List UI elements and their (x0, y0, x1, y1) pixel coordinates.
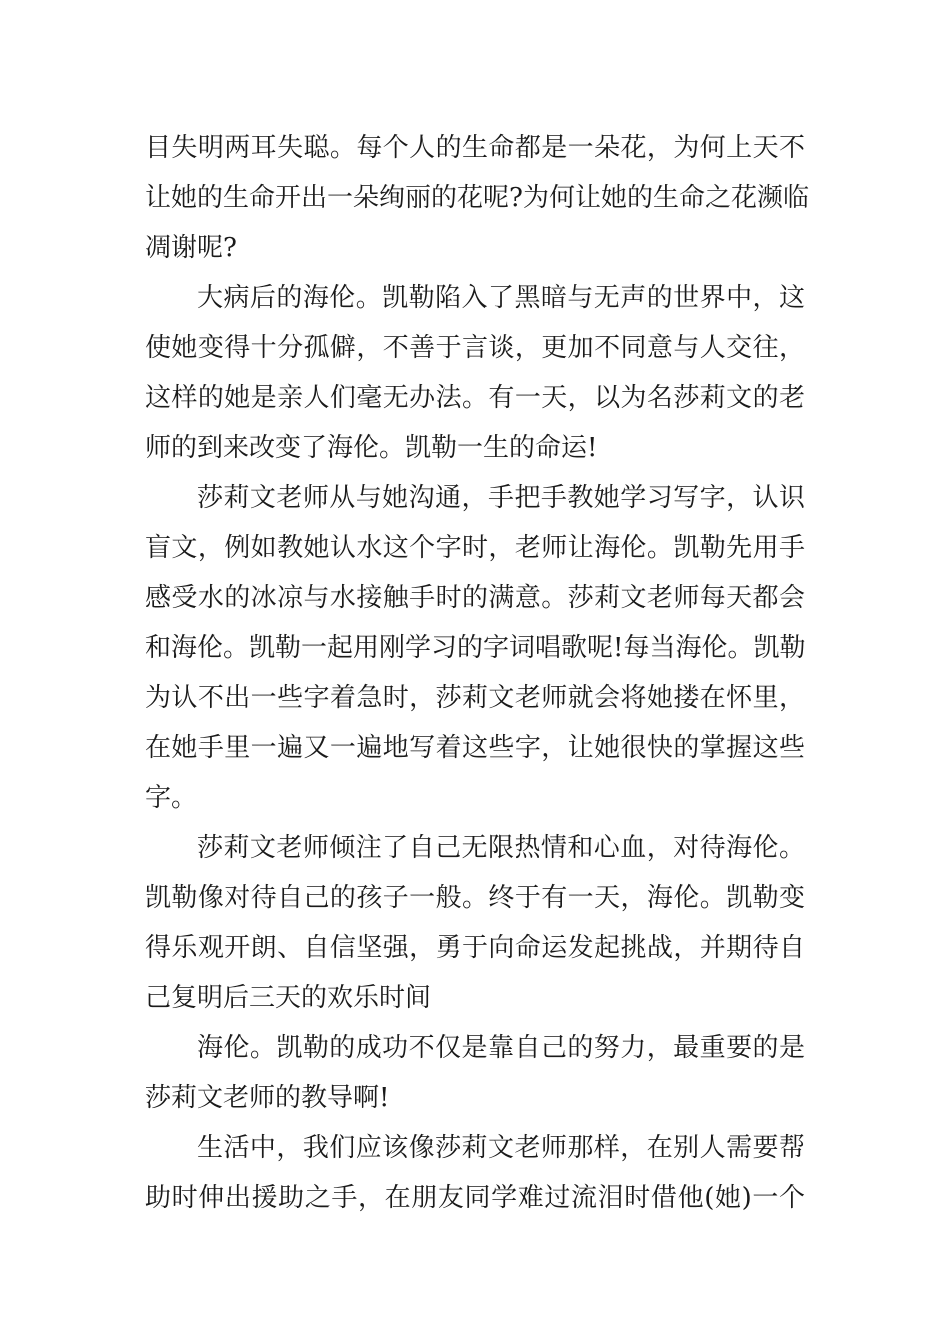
text-line: 感受水的冰凉与水接触手时的满意。莎莉文老师每天都会 (145, 583, 805, 613)
text-line: 师的到来改变了海伦。凯勒一生的命运! (145, 433, 598, 463)
text-line: 让她的生命开出一朵绚丽的花呢?为何让她的生命之花濒临 (145, 183, 809, 213)
text-line: 为认不出一些字着急时，莎莉文老师就会将她搂在怀里， (145, 683, 805, 713)
paragraph-first-line: 生活中，我们应该像莎莉文老师那样，在别人需要帮 (197, 1133, 805, 1163)
text-line: 目失明两耳失聪。每个人的生命都是一朵花，为何上天不 (145, 133, 805, 163)
text-line: 得乐观开朗、自信坚强，勇于向命运发起挑战，并期待自 (145, 933, 805, 963)
text-line: 盲文，例如教她认水这个字时，老师让海伦。凯勒先用手 (145, 533, 805, 563)
text-line: 在她手里一遍又一遍地写着这些字，让她很快的掌握这些 (145, 733, 805, 763)
paragraph-first-line: 大病后的海伦。凯勒陷入了黑暗与无声的世界中，这 (197, 283, 805, 313)
text-line: 己复明后三天的欢乐时间 (145, 983, 432, 1013)
text-line: 助时伸出援助之手，在朋友同学难过流泪时借他(她)一个 (145, 1183, 805, 1213)
text-line: 凋谢呢? (145, 233, 237, 263)
paragraph-first-line: 莎莉文老师从与她沟通，手把手教她学习写字，认识 (197, 483, 805, 513)
text-line: 凯勒像对待自己的孩子一般。终于有一天，海伦。凯勒变 (145, 883, 805, 913)
text-line: 使她变得十分孤僻，不善于言谈，更加不同意与人交往， (145, 333, 805, 363)
text-line: 莎莉文老师的教导啊! (145, 1083, 390, 1113)
text-line: 这样的她是亲人们毫无办法。有一天，以为名莎莉文的老 (145, 383, 805, 413)
paragraph-first-line: 海伦。凯勒的成功不仅是靠自己的努力，最重要的是 (197, 1033, 805, 1063)
text-line: 字。 (145, 783, 198, 813)
paragraph-first-line: 莎莉文老师倾注了自己无限热情和心血，对待海伦。 (197, 833, 805, 863)
text-line: 和海伦。凯勒一起用刚学习的字词唱歌呢!每当海伦。凯勒 (145, 633, 806, 663)
